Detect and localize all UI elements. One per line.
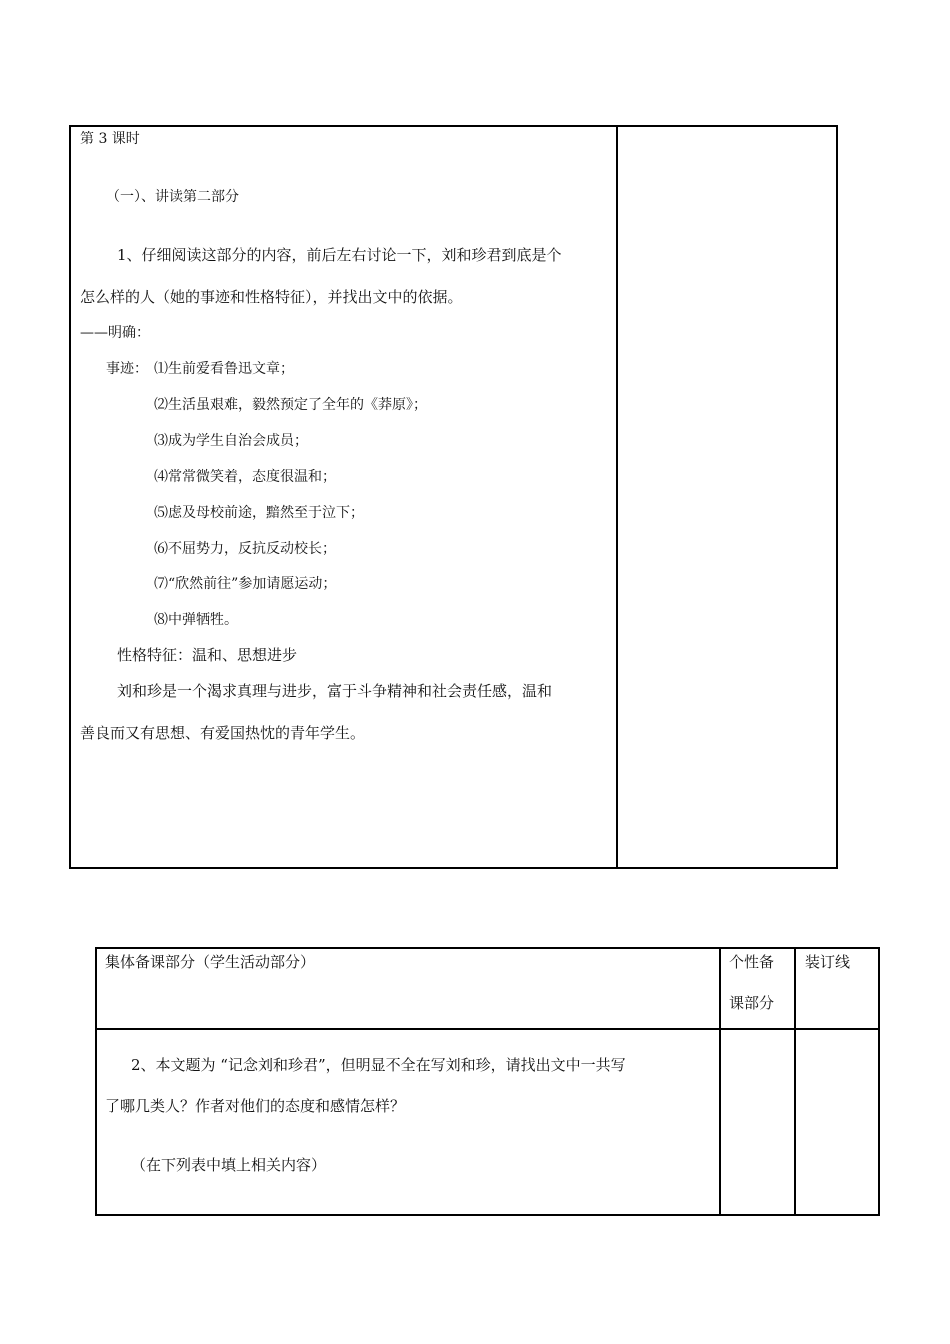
table2-header-personal-line-2: 课部分 <box>729 994 775 1012</box>
table2-header-personal-line-1: 个性备 <box>729 953 775 971</box>
table2-divider-personal <box>719 947 721 1216</box>
clarify-label: ——明确： <box>80 325 150 341</box>
summary-line-2: 善良而又有思想、有爱国热忱的青年学生。 <box>80 724 366 742</box>
deed-item: ⑵生活虽艰难，毅然预定了全年的《莽原》； <box>154 397 427 413</box>
lesson-heading: 第 3 课时 <box>80 131 140 147</box>
table1-column-divider <box>616 125 618 869</box>
lesson-table-1 <box>69 125 838 869</box>
deed-item: ⑸虑及母校前途，黯然至于泣下； <box>154 505 364 521</box>
deed-item: ⑺“欣然前往”参加请愿运动； <box>154 576 337 592</box>
deed-item: ⑶成为学生自治会成员； <box>154 433 308 449</box>
table2-header-main: 集体备课部分（学生活动部分） <box>105 953 316 971</box>
question-2-line-2: 了哪几类人？作者对他们的态度和感情怎样？ <box>105 1097 406 1115</box>
question-1-line-2: 怎么样的人（她的事迹和性格特征），并找出文中的依据。 <box>80 288 463 306</box>
deeds-label: 事迹： <box>106 361 148 377</box>
table2-divider-binding <box>794 947 796 1216</box>
table2-header-divider <box>95 1028 880 1030</box>
question-1-line-1: 1、仔细阅读这部分的内容，前后左右讨论一下，刘和珍君到底是个 <box>117 246 562 264</box>
summary-line-1: 刘和珍是一个渴求真理与进步，富于斗争精神和社会责任感，温和 <box>117 682 553 700</box>
deed-item: ⑷常常微笑着，态度很温和； <box>154 469 336 485</box>
lesson-table-2 <box>95 947 880 1216</box>
table2-header-binding: 装订线 <box>805 953 851 971</box>
section-title: （一）、讲读第二部分 <box>106 189 239 205</box>
question-2-line-1: 2、本文题为 “记念刘和珍君”，但明显不全在写刘和珍，请找出文中一共写 <box>131 1056 626 1074</box>
deed-item: ⑻中弹牺牲。 <box>154 612 238 628</box>
deed-item: ⑴生前爱看鲁迅文章； <box>154 361 294 377</box>
traits-line: 性格特征：温和、思想进步 <box>117 646 298 664</box>
deed-item: ⑹不屈势力，反抗反动校长； <box>154 541 336 557</box>
question-2-note: （在下列表中填上相关内容） <box>131 1156 327 1174</box>
